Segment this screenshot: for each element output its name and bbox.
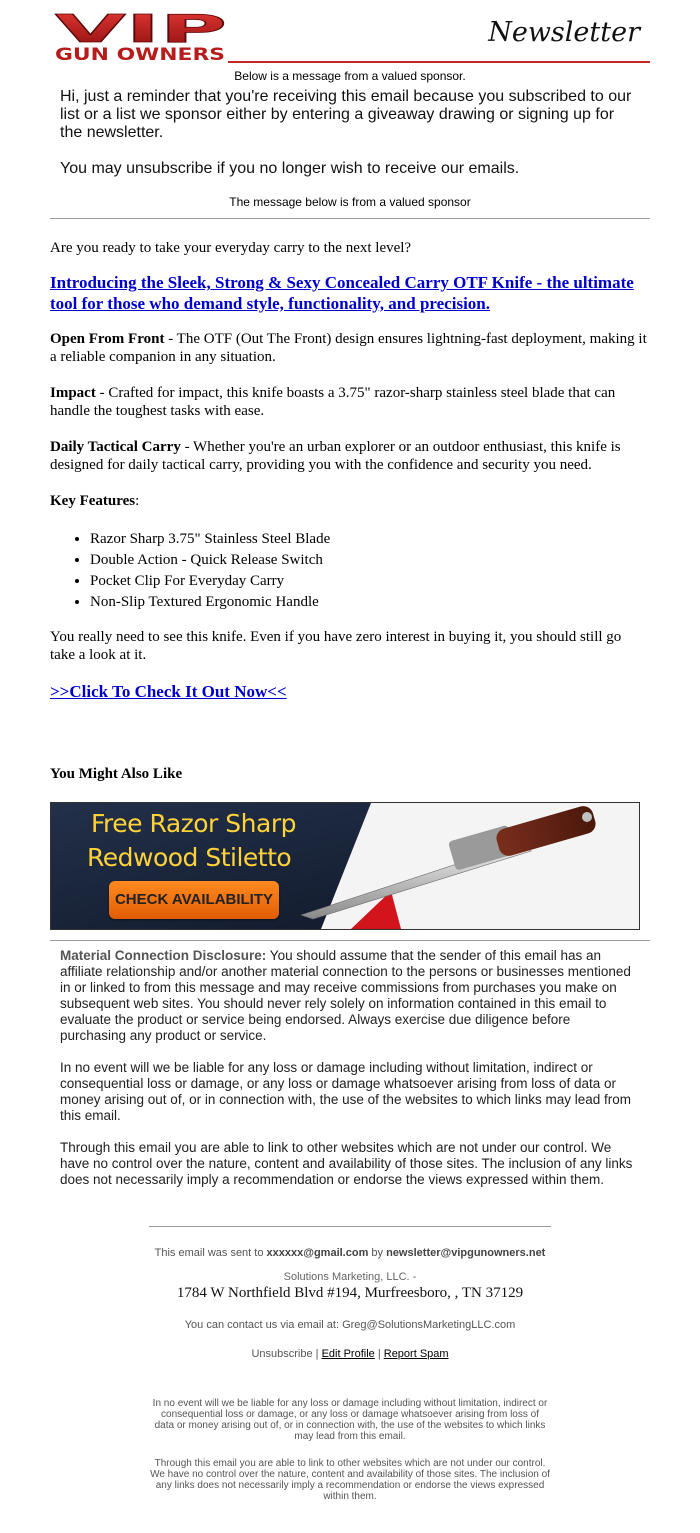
recipient-email: xxxxxx@gmail.com xyxy=(266,1247,369,1259)
separator: | xyxy=(374,1348,384,1360)
sent-to-line xyxy=(0,1247,700,1259)
logo-text-vip: VIP xyxy=(55,9,227,51)
disclosure-text: You should assume that the sender of this email has an affiliate relationship and/or another material connection to the persons or businesses mentioned in or linked to from this message and may receive commissions from purchases you make on subsequent web sites. You should never rely solely on information contained in this email to evaluate the product or service being endorsed. Always exercise due diligence before purchasing any product or service. xyxy=(60,948,631,1043)
headline xyxy=(50,272,650,314)
company-name: Solutions Marketing, LLC. - xyxy=(283,1271,417,1283)
feature-text: - Whether you're an urban explorer or an outdoor enthusiast, this knife is designed for daily tactical carry, providing you with the confidence and security you need. xyxy=(50,439,621,473)
feature-paragraph-impact xyxy=(50,384,650,420)
separator: | xyxy=(312,1348,322,1360)
sent-by: by xyxy=(368,1247,387,1259)
feature-label: Open From Front xyxy=(50,331,165,347)
unsubscribe-link[interactable]: Unsubscribe xyxy=(251,1348,313,1360)
key-features-heading xyxy=(50,492,650,510)
sponsor-note-bottom: The message below is from a valued sponsor xyxy=(229,195,471,209)
list-item: • Non-Slip Textured Ergonomic Handle xyxy=(90,592,650,613)
divider xyxy=(50,940,650,941)
subscription-reminder xyxy=(60,86,640,178)
reminder-text: Hi, just a reminder that you're receiving this email because you subscribed to our list or a list we sponsor either by entering a giveaway drawing or signing up for the newsletter. xyxy=(60,88,632,141)
header-divider xyxy=(228,61,650,63)
footer-legal-links: Through this email you are able to link to other websites which are not under our control. We have no control over the nature, content and availability of those sites. The inclusion of any links does not necessarily imply a recommendation or endorse the views expressed within them. xyxy=(150,1458,550,1502)
key-features-label: Key Features xyxy=(50,493,136,509)
headline-link[interactable]: Introducing the Sleek, Strong & Sexy Concealed Carry OTF Knife - the ultimate tool for those who demand style, functionality, and precision. xyxy=(50,273,634,313)
article-body xyxy=(50,239,650,783)
footer-links xyxy=(0,1348,700,1360)
email-container xyxy=(50,0,650,1188)
list-item: • Double Action - Quick Release Switch xyxy=(90,550,650,571)
check-it-out-link[interactable]: >>Click To Check It Out Now<< xyxy=(50,682,287,701)
intro-text: Are you ready to take your everyday carry to the next level? xyxy=(50,240,412,256)
feature-text: - The OTF (Out The Front) design ensures lightning-fast deployment, making it a reliable companion in any situation. xyxy=(50,331,647,365)
mailing-address: 1784 W Northfield Blvd #194, Murfreesboro, , TN 37129 xyxy=(176,1285,524,1301)
feature-paragraph-otf xyxy=(50,330,650,366)
feature-paragraph-tactical xyxy=(50,438,650,474)
email-footer xyxy=(0,1226,700,1502)
newsletter-header xyxy=(50,0,650,64)
feature-text: - Crafted for impact, this knife boasts a 3.75" razor-sharp stainless steel blade that can handle the toughest tasks with ease. xyxy=(50,385,616,419)
sender-email: newsletter@vipgunowners.net xyxy=(386,1247,546,1259)
links-paragraph: Through this email you are able to link to other websites which are not under our control. We have no control over the nature, content and availability of those sites. The inclusion of any links does not necessarily imply a recommendation or endorse the views expressed within them. xyxy=(60,1140,633,1187)
vip-logo[interactable] xyxy=(53,9,229,63)
see-it-text: You really need to see this knife. Even if you have zero interest in buying it, you should still go take a look at it. xyxy=(50,629,622,663)
footer-legal-liability: In no event will we be liable for any loss or damage including without limitation, indirect or consequential loss or damage, or any loss or damage whatsoever arising from loss of data or money arising out of, or in connection with, the use of the websites to which links may lead from this email. xyxy=(152,1398,548,1442)
stiletto-banner[interactable] xyxy=(50,802,640,930)
logo-text-gun-owners: GUN OWNERS xyxy=(55,45,225,63)
key-features-colon: : xyxy=(135,493,140,509)
logo-graphic xyxy=(53,9,229,63)
liability-paragraph: In no event will we be liable for any loss or damage including without limitation, indirect or consequential loss or damage, or any loss or damage whatsoever arising from loss of data or money arising out of, or in connection with, the use of the websites to which links may lead from this email. xyxy=(60,1060,632,1123)
divider xyxy=(50,218,650,219)
sent-prefix: This email was sent to xyxy=(154,1247,267,1259)
banner-headline-2: Redwood Stiletto xyxy=(87,843,292,872)
feature-label: Impact xyxy=(50,385,96,401)
edit-profile-link[interactable]: Edit Profile xyxy=(321,1348,375,1360)
key-features-list xyxy=(50,529,650,613)
also-like-heading: You Might Also Like xyxy=(50,766,183,782)
feature-label: Daily Tactical Carry xyxy=(50,439,181,455)
check-availability-button[interactable]: CHECK AVAILABILITY xyxy=(109,881,279,919)
footer-divider xyxy=(149,1226,551,1227)
cta xyxy=(50,682,650,702)
report-spam-link[interactable]: Report Spam xyxy=(383,1348,449,1360)
disclosure-paragraph xyxy=(60,948,640,1044)
banner-headline-1: Free Razor Sharp xyxy=(91,809,296,838)
unsubscribe-reminder: You may unsubscribe if you no longer wish to receive our emails. xyxy=(60,160,520,177)
newsletter-title: Newsletter xyxy=(488,17,640,48)
list-item: • Razor Sharp 3.75" Stainless Steel Blade xyxy=(90,529,650,550)
material-disclosure xyxy=(60,948,640,1188)
disclosure-label: Material Connection Disclosure: xyxy=(60,948,267,963)
sponsor-note-top: Below is a message from a valued sponsor. xyxy=(234,69,466,83)
list-item: • Pocket Clip For Everyday Carry xyxy=(90,571,650,592)
contact-email: You can contact us via email at: Greg@SolutionsMarketingLLC.com xyxy=(184,1319,516,1331)
